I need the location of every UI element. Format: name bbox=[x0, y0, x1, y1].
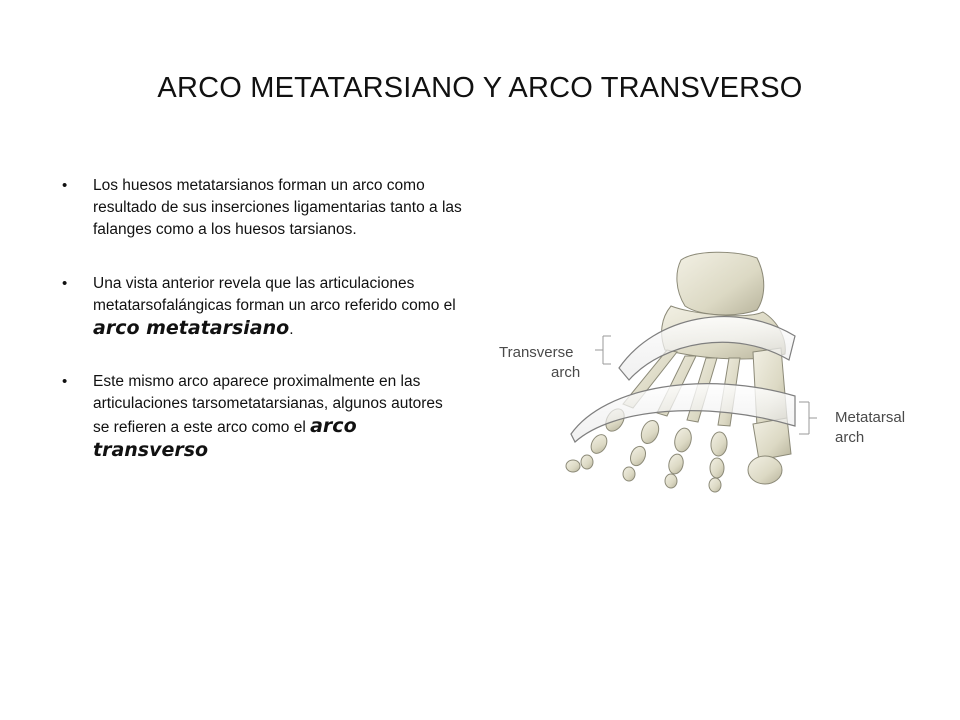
foot-arch-figure bbox=[495, 248, 930, 498]
bullet-text: Una vista anterior revela que las articulaciones metatarsofalángicas forman un arco referido como el bbox=[93, 275, 456, 314]
term-arco-metatarsiano: arco metatarsiano bbox=[93, 317, 290, 339]
metatarsal-bracket bbox=[799, 402, 817, 434]
label-metatarsal-line2: arch bbox=[835, 429, 865, 446]
transverse-bracket bbox=[595, 336, 611, 364]
bullet-dot-icon: • bbox=[62, 275, 68, 292]
label-transverse-line2: arch bbox=[551, 364, 581, 381]
term-arco-transverso: arco transverso bbox=[93, 415, 357, 461]
slide-title: ARCO METATARSIANO Y ARCO TRANSVERSO bbox=[157, 72, 803, 104]
label-transverse-line1: Transverse bbox=[499, 344, 574, 361]
label-metatarsal-line1: Metatarsal bbox=[835, 409, 906, 426]
foot-skeleton-illustration bbox=[495, 248, 930, 498]
bullet-text: Este mismo arco aparece proximalmente en las articulaciones tarsometatarsianas, algunos autores se refieren a este arco como el bbox=[93, 373, 443, 436]
bullet-item bbox=[62, 175, 462, 241]
bullet-text: Los huesos metatarsianos forman un arco como resultado de sus inserciones ligamentarias tanto a las falanges como a los huesos tarsianos. bbox=[93, 177, 462, 238]
bullet-dot-icon: • bbox=[62, 177, 68, 194]
bullet-list bbox=[62, 175, 462, 495]
bullet-text-end: . bbox=[289, 321, 294, 338]
bullet-item bbox=[62, 273, 462, 341]
bullet-dot-icon: • bbox=[62, 373, 68, 390]
bullet-item bbox=[62, 371, 462, 463]
